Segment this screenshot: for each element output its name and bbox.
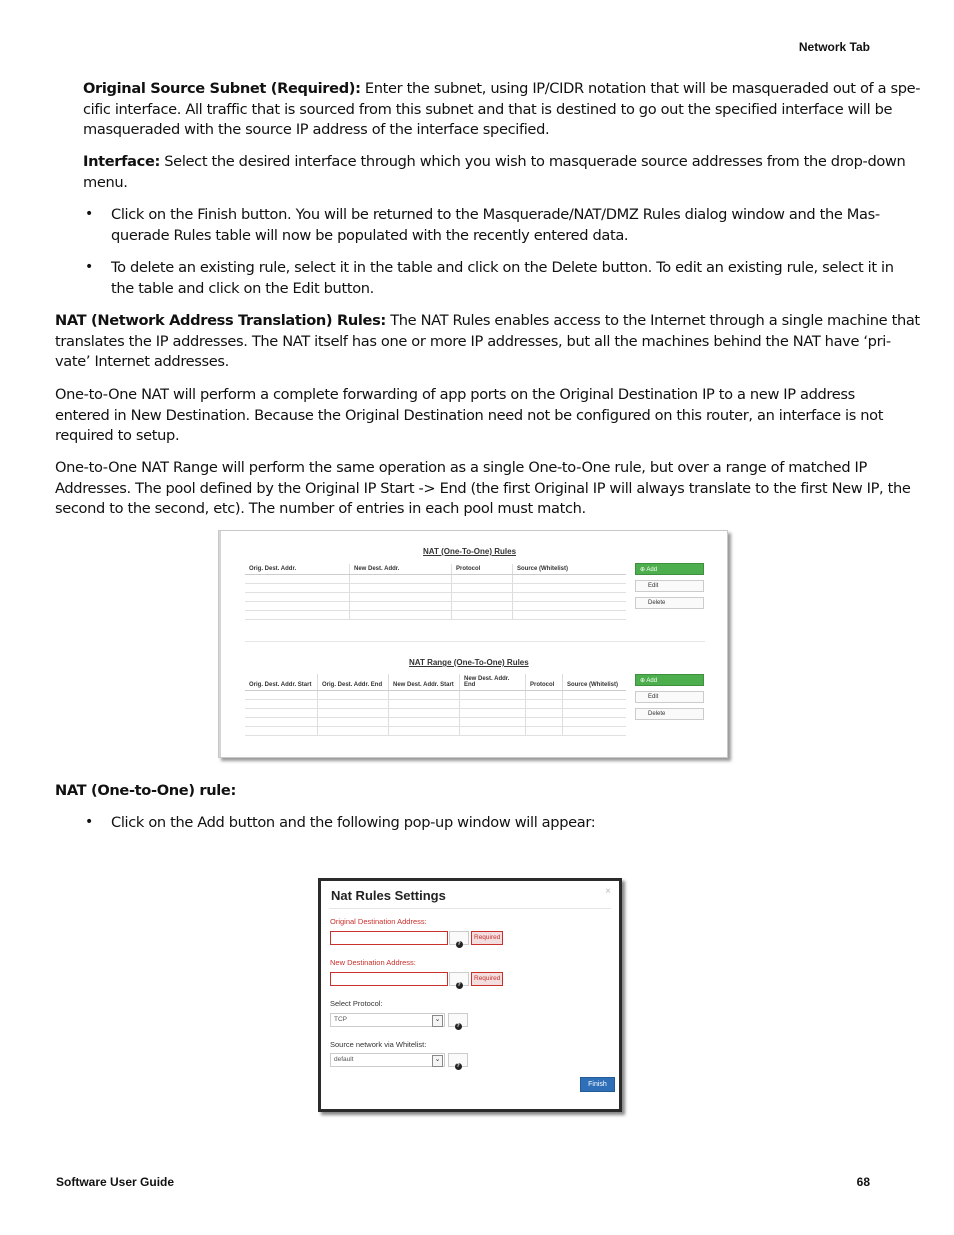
question-icon: ?: [457, 982, 461, 988]
nat-rules-line-1: The NAT Rules enables access to the Internet through a single machine that: [385, 312, 920, 329]
popup-divider: [329, 908, 611, 909]
nat-rules-screenshot: [218, 530, 728, 758]
table-row[interactable]: [245, 700, 626, 709]
table-row[interactable]: [245, 575, 626, 584]
nat-rule-heading: [55, 781, 236, 802]
edit-button[interactable]: Edit: [635, 691, 704, 703]
question-icon: ?: [457, 941, 461, 947]
add-label: Add: [646, 678, 658, 684]
footer-title: Software User Guide: [56, 1175, 175, 1189]
edit-button[interactable]: Edit: [635, 580, 704, 592]
nat-rules-line-3: vate’ Internet addresses.: [55, 353, 229, 371]
bullet-add: Click on the Add button and the following pop-up window will appear:: [111, 814, 596, 831]
help-button[interactable]: [448, 1013, 468, 1027]
bullet-delete: [111, 258, 894, 299]
table-row[interactable]: [245, 691, 626, 700]
delete-button[interactable]: Delete: [635, 597, 704, 609]
nat-range-table-title: NAT Range (One-To-One) Rules: [409, 658, 529, 667]
add-button[interactable]: [635, 674, 704, 686]
required-badge: Required: [471, 931, 503, 945]
add-label: Add: [646, 567, 658, 573]
nat-range-rules-table: [245, 674, 626, 736]
delete-button[interactable]: Delete: [635, 708, 704, 720]
finish-button[interactable]: Finish: [580, 1077, 615, 1092]
bullet-dot: •: [85, 814, 94, 830]
question-icon: ?: [456, 1023, 460, 1029]
popup-title: Nat Rules Settings: [331, 888, 446, 903]
close-icon[interactable]: ×: [605, 886, 611, 897]
nat-rules-table: [245, 564, 626, 620]
interface-line-2: menu.: [83, 173, 128, 191]
one-to-one-range-paragraph: [55, 458, 911, 520]
table-row[interactable]: [245, 727, 626, 736]
col-protocol: Protocol: [526, 674, 563, 691]
orig-subnet-line-1: Enter the subnet, using IP/CIDR notation that will be masqueraded out of a spe-: [360, 80, 921, 97]
orig-subnet-line-2: cific interface. All traffic that is sourced from this subnet and that is destined to go out the specified interface will be: [83, 100, 893, 118]
one-to-one-paragraph: [55, 385, 883, 447]
chevron-down-icon: ⌄: [432, 1015, 443, 1027]
question-icon: ?: [456, 1063, 460, 1069]
plus-icon: ⊕: [640, 678, 646, 684]
col-orig-dest: Orig. Dest. Addr.: [245, 564, 350, 575]
col-source: Source (Whitelist): [563, 674, 627, 691]
running-header: Network Tab: [798, 40, 870, 54]
table-row[interactable]: [245, 709, 626, 718]
screenshot-edge: [219, 531, 221, 757]
nat-table-title: NAT (One-To-One) Rules: [423, 547, 517, 556]
add-button[interactable]: [635, 563, 704, 575]
help-button[interactable]: [449, 972, 469, 986]
orig-subnet-paragraph: [83, 79, 920, 141]
bullet-finish: [111, 205, 880, 246]
one-to-one-line-2: entered in New Destination. Because the Original Destination need not be configured on this router, an interface is not: [55, 406, 884, 424]
required-badge: Required: [471, 972, 503, 986]
col-new-start: New Dest. Addr. Start: [389, 674, 460, 691]
interface-line-1: Select the desired interface through which you wish to masquerade source addresses from the drop-down: [159, 153, 906, 170]
nat-rule-heading-text: NAT (One-to-One) rule:: [55, 782, 236, 799]
chevron-down-icon: ⌄: [432, 1055, 443, 1067]
range-line-1: One-to-One NAT Range will perform the same operation as a single One-to-One rule, but over a range of matched IP: [55, 459, 867, 476]
protocol-label: Select Protocol:: [330, 999, 383, 1008]
interface-label: Interface:: [83, 153, 160, 170]
plus-icon: ⊕: [640, 567, 646, 573]
col-protocol: Protocol: [452, 564, 513, 575]
range-line-2: Addresses. The pool defined by the Original IP Start -> End (the first Original IP will always translate to the first New IP, the: [55, 479, 911, 497]
table-row[interactable]: [245, 602, 626, 611]
protocol-value: TCP: [334, 1016, 347, 1023]
new-dest-label: New Destination Address:: [330, 958, 416, 967]
new-dest-input[interactable]: [330, 972, 448, 986]
table-row[interactable]: [245, 584, 626, 593]
nat-rules-settings-popup: [318, 878, 622, 1112]
table-row[interactable]: [245, 718, 626, 727]
orig-dest-label: Original Destination Address:: [330, 917, 427, 926]
help-button[interactable]: [448, 1053, 468, 1067]
col-orig-end: Orig. Dest. Addr. End: [318, 674, 389, 691]
whitelist-value: default: [334, 1056, 354, 1063]
orig-subnet-label: Original Source Subnet (Required):: [83, 80, 361, 97]
nat-rules-line-2: translates the IP addresses. The NAT itself has one or more IP addresses, but all the machines behind the NAT have ‘pri-: [55, 332, 891, 350]
nat-rules-label: NAT (Network Address Translation) Rules:: [55, 312, 386, 329]
bullet-delete-line-1: To delete an existing rule, select it in the table and click on the Delete button. To edit an existing rule, select it in: [111, 259, 894, 276]
col-new-end: New Dest. Addr. End: [460, 674, 526, 691]
help-button[interactable]: [449, 931, 469, 945]
one-to-one-line-3: required to setup.: [55, 427, 180, 445]
bullet-dot: •: [85, 259, 94, 275]
section-divider: [245, 641, 705, 642]
col-orig-start: Orig. Dest. Addr. Start: [245, 674, 318, 691]
protocol-select[interactable]: [330, 1013, 445, 1027]
interface-paragraph: [83, 152, 905, 193]
bullet-dot: •: [85, 206, 94, 222]
page-number: 68: [856, 1175, 870, 1189]
nat-rules-paragraph: [55, 311, 920, 373]
table-row[interactable]: [245, 593, 626, 602]
orig-subnet-line-3: masqueraded with the source IP address of the interface specified.: [83, 121, 550, 139]
whitelist-label: Source network via Whitelist:: [330, 1040, 427, 1049]
col-source: Source (Whitelist): [513, 564, 627, 575]
bullet-finish-line-2: querade Rules table will now be populated with the recently entered data.: [111, 226, 629, 244]
bullet-delete-line-2: the table and click on the Edit button.: [111, 279, 374, 297]
col-new-dest: New Dest. Addr.: [350, 564, 452, 575]
range-line-3: second to the second, etc). The number of entries in each pool must match.: [55, 500, 586, 518]
bullet-finish-line-1: Click on the Finish button. You will be returned to the Masquerade/NAT/DMZ Rules dialog window and the Mas-: [111, 206, 880, 223]
table-row[interactable]: [245, 611, 626, 620]
one-to-one-line-1: One-to-One NAT will perform a complete forwarding of app ports on the Original Destination IP to a new IP address: [55, 386, 855, 403]
orig-dest-input[interactable]: [330, 931, 448, 945]
whitelist-select[interactable]: [330, 1053, 445, 1067]
